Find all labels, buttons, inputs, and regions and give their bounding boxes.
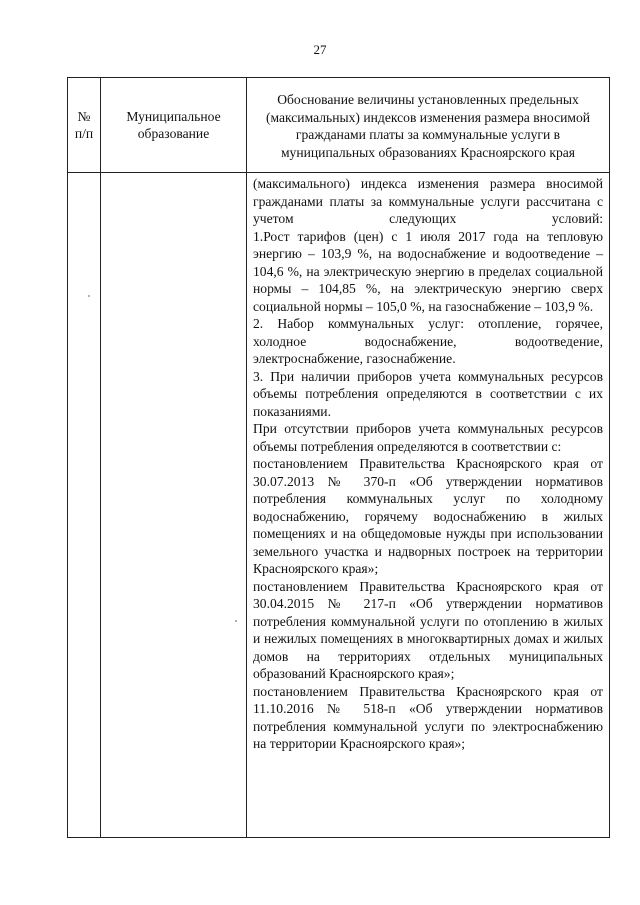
paragraph: постановлением Правительства Красноярского края от 30.04.2015 № 217-п «Об утверждении нормативов потребления коммунальной услуги по отоплению в жилых и нежилых помещениях в многоквартирных домах и жилых домов на территориях отдельных муниципальных образований Красноярского края»;	[253, 578, 603, 681]
scan-speck	[88, 295, 90, 297]
justification-table	[67, 77, 610, 838]
header-municipality: Муниципальное образование	[101, 78, 247, 173]
paragraph: (максимального) индекса изменения размера вносимой гражданами платы за коммунальные услуги рассчитана с учетом следующих условий:	[253, 176, 603, 226]
scan-speck	[235, 620, 237, 622]
justification-text	[247, 173, 609, 753]
paragraph: При отсутствии приборов учета коммунальных ресурсов объемы потребления определяются в соответствии с:	[253, 421, 603, 454]
row-num-cell	[68, 173, 101, 838]
paragraph: 1.Рост тарифов (цен) с 1 июля 2017 года на тепловую энергию – 103,9 %, на водоснабжение и водоотведение – 104,6 %, на электрическую энергию в пределах социальной нормы – 104,85 %, на электрическую энергию сверх социальной нормы – 105,0 %, на газоснабжение – 103,9 %.	[253, 228, 603, 314]
paragraph: 2. Набор коммунальных услуг: отопление, горячее, холодное водоснабжение, водоотведение, электроснабжение, газоснабжение.	[253, 316, 603, 366]
paragraph: 3. При наличии приборов учета коммунальных ресурсов объемы потребления определяются в соответствии с их показаниями.	[253, 368, 603, 419]
header-justification: Обоснование величины установленных предельных (максимальных) индексов изменения размера вносимой гражданами платы за коммунальные услуги в муниципальных образованиях Красноярского края	[247, 78, 610, 173]
row-municipality-cell	[101, 173, 247, 838]
page-number: 27	[313, 42, 327, 57]
table-row	[68, 173, 610, 838]
header-num: № п/п	[68, 78, 101, 173]
table-header-row	[68, 78, 610, 173]
row-justification-cell	[247, 173, 610, 838]
paragraph: постановлением Правительства Красноярского края от 30.07.2013 № 370-п «Об утверждении нормативов потребления коммунальных услуг по холодному водоснабжению, горячему водоснабжению в жилых помещениях и на общедомовые нужды при использовании земельного участка и надворных построек на территории Красноярского края»;	[253, 456, 603, 576]
paragraph: постановлением Правительства Красноярского края от 11.10.2016 № 518-п «Об утверждении нормативов потребления коммунальной услуги по электроснабжению на территории Красноярского края»;	[253, 683, 603, 751]
